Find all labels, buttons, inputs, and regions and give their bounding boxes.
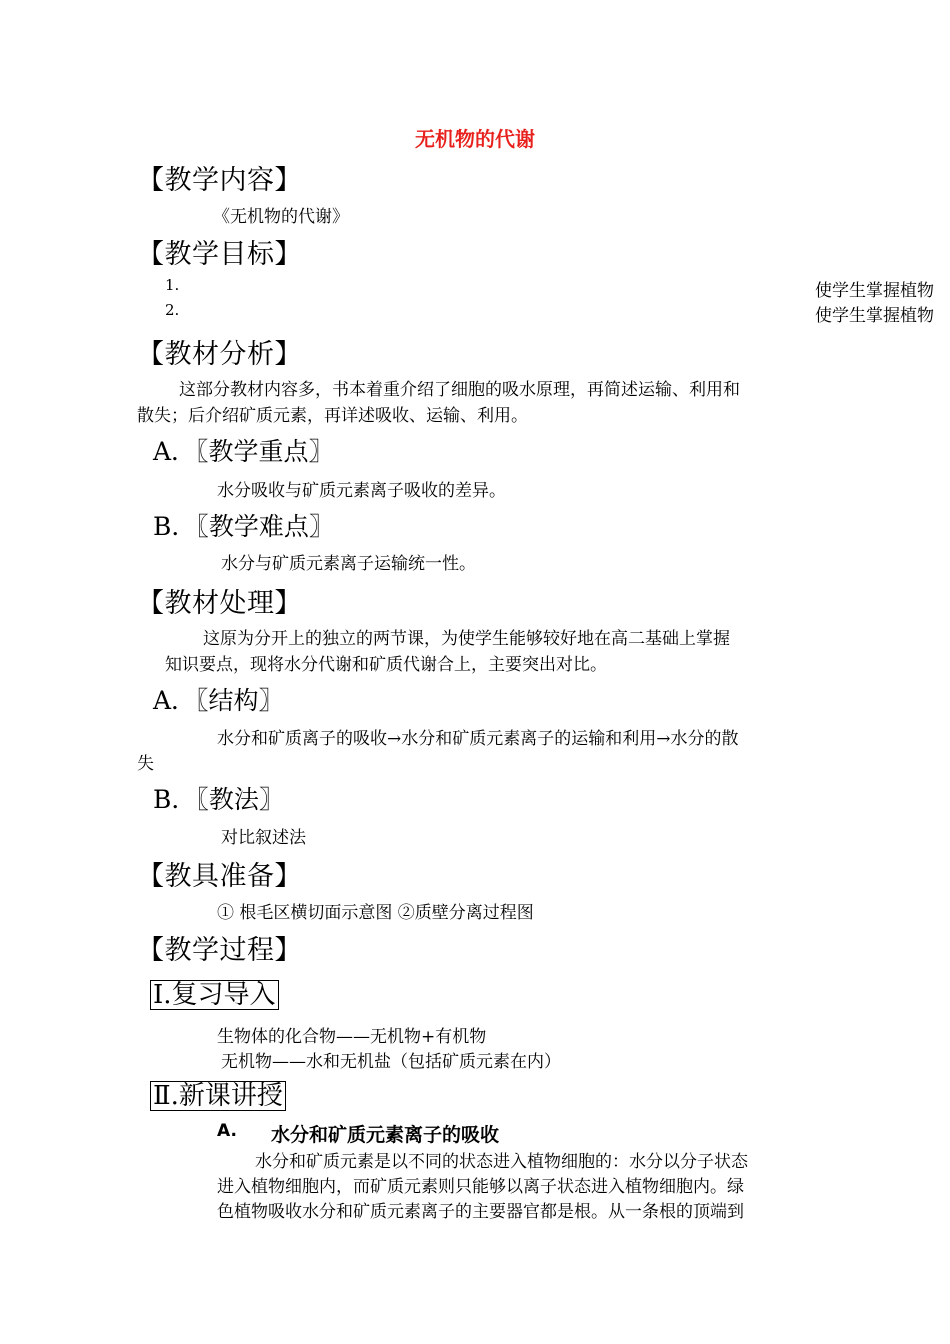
heading-difficult-points: B．〖教学难点〗 <box>153 512 334 541</box>
key-points-text: 水分吸收与矿质元素离子吸收的差异。 <box>217 481 506 501</box>
goal-1-text: 使学生掌握植物 <box>815 281 934 301</box>
teaching-content-text: 《无机物的代谢》 <box>213 207 349 227</box>
heading-teaching-process: 【教学过程】 <box>137 935 302 966</box>
paragraph-line-3: 色植物吸收水分和矿质元素离子的主要器官都是根。从一条根的顶端到 <box>217 1202 744 1222</box>
structure-line-2: 失 <box>137 754 154 774</box>
paragraph-line-1: 水分和矿质元素是以不同的状态进入植物细胞的：水分以分子状态 <box>255 1152 748 1172</box>
teaching-tools-text: ① 根毛区横切面示意图 ②质壁分离过程图 <box>217 903 534 923</box>
review-intro-box: Ⅰ.复习导入 <box>150 980 279 1010</box>
paragraph-line-2: 进入植物细胞内，而矿质元素则只能够以离子状态进入植物细胞内。绿 <box>217 1177 744 1197</box>
goal-2-number: 2. <box>165 301 180 319</box>
review-line-2: 无机物——水和无机盐（包括矿质元素在内） <box>221 1052 561 1072</box>
structure-line-1: 水分和矿质离子的吸收→水分和矿质元素离子的运输和利用→水分的散 <box>217 729 739 749</box>
heading-structure: A．〖结构〗 <box>153 686 284 715</box>
goal-2-text: 使学生掌握植物 <box>815 306 934 326</box>
analysis-line-2: 散失；后介绍矿质元素，再详述吸收、运输、利用。 <box>137 406 528 426</box>
subsection-a-title: 水分和矿质元素离子的吸收 <box>271 1124 500 1146</box>
heading-material-processing: 【教材处理】 <box>137 588 302 619</box>
heading-teaching-content: 【教学内容】 <box>137 165 302 196</box>
difficult-points-text: 水分与矿质元素离子运输统一性。 <box>221 554 476 574</box>
review-line-1: 生物体的化合物——无机物+有机物 <box>217 1027 487 1047</box>
processing-line-1: 这原为分开上的独立的两节课，为使学生能够较好地在高二基础上掌握 <box>203 629 730 649</box>
heading-key-points: A．〖教学重点〗 <box>153 437 334 466</box>
document-title: 无机物的代谢 <box>415 127 535 151</box>
analysis-line-1: 这部分教材内容多，书本着重介绍了细胞的吸水原理，再简述运输、利用和 <box>179 380 740 400</box>
heading-teaching-goals: 【教学目标】 <box>137 239 302 270</box>
method-text: 对比叙述法 <box>221 828 306 848</box>
heading-material-analysis: 【教材分析】 <box>137 339 302 370</box>
heading-method: B．〖教法〗 <box>153 785 284 814</box>
processing-line-2: 知识要点，现将水分代谢和矿质代谢合上，主要突出对比。 <box>165 655 607 675</box>
new-lesson-box: Ⅱ.新课讲授 <box>150 1081 286 1111</box>
heading-teaching-tools: 【教具准备】 <box>137 861 302 892</box>
goal-1-number: 1. <box>165 276 180 294</box>
subsection-a-label: A. <box>217 1121 237 1141</box>
